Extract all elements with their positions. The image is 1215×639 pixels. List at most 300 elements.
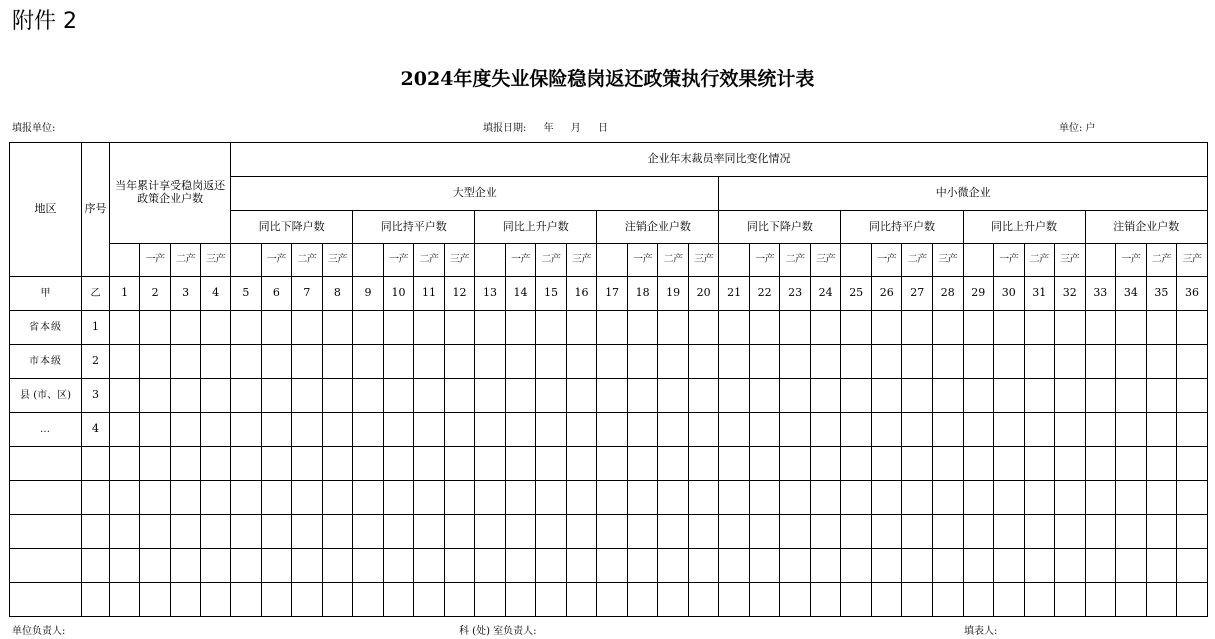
index-col: 35 — [1146, 277, 1177, 311]
data-cell — [963, 379, 994, 413]
data-cell — [1177, 413, 1208, 447]
data-cell — [140, 345, 171, 379]
index-col: 15 — [536, 277, 567, 311]
data-cell — [1024, 379, 1055, 413]
data-cell — [749, 549, 780, 583]
data-cell — [1116, 345, 1147, 379]
data-cell — [566, 549, 597, 583]
header-group: 同比持平户数 — [353, 211, 475, 244]
data-cell — [292, 583, 323, 617]
table-row — [10, 244, 1208, 277]
data-cell — [1055, 345, 1086, 379]
data-cell — [597, 447, 628, 481]
index-col: 34 — [1116, 277, 1147, 311]
data-cell — [1116, 311, 1147, 345]
data-cell — [841, 447, 872, 481]
data-cell — [110, 549, 140, 583]
header-sub: 一产 — [261, 244, 292, 277]
data-cell — [201, 515, 231, 549]
data-cell — [505, 515, 536, 549]
data-cell — [536, 413, 567, 447]
data-cell — [292, 515, 323, 549]
data-cell — [841, 515, 872, 549]
row-region — [10, 481, 82, 515]
row-region — [10, 549, 82, 583]
data-cell — [963, 515, 994, 549]
data-cell — [171, 447, 201, 481]
data-cell — [201, 447, 231, 481]
data-cell — [110, 583, 140, 617]
fill-date-day: 日 — [597, 123, 608, 134]
data-cell — [749, 345, 780, 379]
table-row — [10, 515, 1208, 549]
data-cell — [475, 583, 506, 617]
data-cell — [1177, 549, 1208, 583]
data-cell — [322, 345, 353, 379]
dept-head-label: 科 (处) 室负责人: — [459, 626, 537, 637]
table-row — [10, 143, 1208, 177]
data-cell — [1055, 515, 1086, 549]
header-group: 同比下降户数 — [719, 211, 841, 244]
data-cell — [201, 583, 231, 617]
row-seq — [82, 549, 110, 583]
data-cell — [171, 345, 201, 379]
data-cell — [841, 379, 872, 413]
header-large: 大型企业 — [231, 177, 719, 211]
data-cell — [658, 311, 689, 345]
header-sub: 二产 — [171, 244, 201, 277]
data-cell — [932, 481, 963, 515]
attachment-label: 附件 2 — [12, 9, 77, 34]
data-cell — [201, 379, 231, 413]
data-cell — [597, 413, 628, 447]
header-sub: 二产 — [292, 244, 323, 277]
data-cell — [1024, 413, 1055, 447]
data-cell — [505, 549, 536, 583]
data-cell — [994, 515, 1025, 549]
data-cell — [688, 379, 719, 413]
data-cell — [1085, 447, 1116, 481]
data-cell — [171, 379, 201, 413]
data-cell — [1024, 583, 1055, 617]
data-cell — [322, 413, 353, 447]
data-cell — [1177, 379, 1208, 413]
data-cell — [719, 583, 750, 617]
data-cell — [536, 481, 567, 515]
data-cell — [475, 379, 506, 413]
data-cell — [994, 549, 1025, 583]
data-cell — [231, 345, 262, 379]
row-seq — [82, 583, 110, 617]
data-cell — [810, 549, 841, 583]
header-sub: 二产 — [780, 244, 811, 277]
data-cell — [1024, 447, 1055, 481]
filler-label: 填表人: — [964, 626, 998, 637]
data-cell — [780, 345, 811, 379]
data-cell — [627, 311, 658, 345]
data-cell — [261, 549, 292, 583]
index-col: 27 — [902, 277, 933, 311]
data-cell — [1116, 549, 1147, 583]
data-cell — [597, 481, 628, 515]
data-cell — [383, 311, 414, 345]
data-cell — [140, 379, 171, 413]
data-cell — [1024, 515, 1055, 549]
data-cell — [963, 447, 994, 481]
data-cell — [1177, 311, 1208, 345]
data-cell — [566, 413, 597, 447]
data-cell — [292, 481, 323, 515]
data-cell — [1177, 515, 1208, 549]
data-cell — [963, 481, 994, 515]
data-cell — [1146, 549, 1177, 583]
data-cell — [322, 583, 353, 617]
header-sub: 三产 — [688, 244, 719, 277]
data-cell — [505, 311, 536, 345]
data-cell — [932, 413, 963, 447]
data-cell — [414, 515, 445, 549]
header-sub-total — [475, 244, 506, 277]
index-col: 7 — [292, 277, 323, 311]
header-sub-total — [963, 244, 994, 277]
data-cell — [932, 515, 963, 549]
data-cell — [201, 481, 231, 515]
data-cell — [1055, 583, 1086, 617]
row-region — [10, 583, 82, 617]
data-cell — [231, 379, 262, 413]
data-cell — [536, 345, 567, 379]
data-cell — [475, 311, 506, 345]
header-change: 企业年末裁员率同比变化情况 — [231, 143, 1208, 177]
data-cell — [658, 345, 689, 379]
data-cell — [780, 515, 811, 549]
data-cell — [810, 311, 841, 345]
index-col: 24 — [810, 277, 841, 311]
data-cell — [780, 549, 811, 583]
data-cell — [841, 345, 872, 379]
data-cell — [292, 379, 323, 413]
statistics-table — [9, 142, 1208, 617]
row-seq: 3 — [82, 379, 110, 413]
data-cell — [627, 515, 658, 549]
header-sub: 一产 — [994, 244, 1025, 277]
row-seq: 4 — [82, 413, 110, 447]
data-cell — [1085, 345, 1116, 379]
index-col: 22 — [749, 277, 780, 311]
header-sub: 二产 — [536, 244, 567, 277]
data-cell — [1055, 311, 1086, 345]
row-seq — [82, 515, 110, 549]
data-cell — [475, 549, 506, 583]
data-cell — [902, 413, 933, 447]
data-cell — [627, 413, 658, 447]
data-cell — [810, 583, 841, 617]
table-row — [10, 413, 1208, 447]
row-region: 市本级 — [10, 345, 82, 379]
data-cell — [566, 447, 597, 481]
data-cell — [780, 413, 811, 447]
data-cell — [994, 447, 1025, 481]
data-cell — [1024, 345, 1055, 379]
header-sub: 一产 — [383, 244, 414, 277]
index-col: 9 — [353, 277, 384, 311]
data-cell — [902, 447, 933, 481]
data-cell — [444, 311, 475, 345]
index-col: 5 — [231, 277, 262, 311]
data-cell — [231, 413, 262, 447]
data-cell — [597, 515, 628, 549]
data-cell — [1177, 447, 1208, 481]
data-cell — [688, 447, 719, 481]
data-cell — [841, 413, 872, 447]
data-cell — [1055, 549, 1086, 583]
data-cell — [231, 515, 262, 549]
table-row — [10, 311, 1208, 345]
data-cell — [780, 481, 811, 515]
row-region: 县 (市、区) — [10, 379, 82, 413]
data-cell — [963, 549, 994, 583]
header-group: 同比持平户数 — [841, 211, 963, 244]
data-cell — [536, 583, 567, 617]
data-cell — [902, 481, 933, 515]
data-cell — [444, 549, 475, 583]
data-cell — [963, 311, 994, 345]
header-group: 注销企业户数 — [597, 211, 719, 244]
data-cell — [505, 583, 536, 617]
data-cell — [994, 379, 1025, 413]
row-region — [10, 447, 82, 481]
data-cell — [140, 549, 171, 583]
data-cell — [353, 447, 384, 481]
data-cell — [566, 515, 597, 549]
data-cell — [932, 311, 963, 345]
data-cell — [322, 447, 353, 481]
data-cell — [292, 447, 323, 481]
data-cell — [1146, 311, 1177, 345]
data-cell — [932, 447, 963, 481]
data-cell — [688, 311, 719, 345]
data-cell — [536, 379, 567, 413]
data-cell — [383, 379, 414, 413]
header-sub: 三产 — [322, 244, 353, 277]
data-cell — [749, 515, 780, 549]
index-col: 33 — [1085, 277, 1116, 311]
data-cell — [749, 583, 780, 617]
data-cell — [1177, 345, 1208, 379]
data-cell — [1116, 379, 1147, 413]
data-cell — [444, 583, 475, 617]
data-cell — [1146, 379, 1177, 413]
data-cell — [902, 515, 933, 549]
data-cell — [719, 413, 750, 447]
data-cell — [688, 413, 719, 447]
data-cell — [1085, 311, 1116, 345]
header-group: 同比上升户数 — [475, 211, 597, 244]
data-cell — [749, 311, 780, 345]
data-cell — [201, 549, 231, 583]
data-cell — [1055, 481, 1086, 515]
unit-label: 单位: 户 — [1059, 123, 1096, 134]
row-region — [10, 515, 82, 549]
data-cell — [780, 447, 811, 481]
data-cell — [688, 481, 719, 515]
data-cell — [871, 549, 902, 583]
data-cell — [475, 413, 506, 447]
data-cell — [1146, 583, 1177, 617]
data-cell — [261, 379, 292, 413]
data-cell — [810, 345, 841, 379]
data-cell — [902, 549, 933, 583]
data-cell — [292, 345, 323, 379]
data-cell — [749, 447, 780, 481]
table-row — [10, 379, 1208, 413]
data-cell — [140, 583, 171, 617]
data-cell — [994, 413, 1025, 447]
data-cell — [322, 515, 353, 549]
data-cell — [810, 379, 841, 413]
header-group: 同比上升户数 — [963, 211, 1085, 244]
data-cell — [261, 413, 292, 447]
header-sub: 三产 — [566, 244, 597, 277]
data-cell — [994, 345, 1025, 379]
data-cell — [597, 549, 628, 583]
data-cell — [444, 345, 475, 379]
data-cell — [353, 379, 384, 413]
data-cell — [1116, 515, 1147, 549]
data-cell — [414, 549, 445, 583]
data-cell — [932, 345, 963, 379]
data-cell — [566, 311, 597, 345]
data-cell — [536, 311, 567, 345]
index-col: 10 — [383, 277, 414, 311]
data-cell — [231, 447, 262, 481]
data-cell — [871, 481, 902, 515]
data-cell — [994, 311, 1025, 345]
header-sub: 二产 — [1024, 244, 1055, 277]
data-cell — [536, 549, 567, 583]
unit-head-label: 单位负责人: — [12, 626, 66, 637]
document-title: 2024年度失业保险稳岗返还政策执行效果统计表 — [400, 68, 815, 90]
data-cell — [414, 311, 445, 345]
header-sub: 一产 — [1116, 244, 1147, 277]
header-sub: 一产 — [627, 244, 658, 277]
data-cell — [627, 447, 658, 481]
data-cell — [292, 549, 323, 583]
data-cell — [1055, 413, 1086, 447]
index-col: 25 — [841, 277, 872, 311]
data-cell — [261, 345, 292, 379]
data-cell — [871, 413, 902, 447]
data-cell — [688, 515, 719, 549]
data-cell — [1085, 379, 1116, 413]
data-cell — [841, 549, 872, 583]
data-cell — [414, 481, 445, 515]
data-cell — [414, 583, 445, 617]
data-cell — [1085, 515, 1116, 549]
data-cell — [810, 481, 841, 515]
data-cell — [444, 413, 475, 447]
data-cell — [688, 583, 719, 617]
data-cell — [841, 481, 872, 515]
header-sub: 一产 — [871, 244, 902, 277]
data-cell — [171, 311, 201, 345]
filler-unit-label: 填报单位: — [12, 123, 56, 134]
index-col: 18 — [627, 277, 658, 311]
data-cell — [383, 413, 414, 447]
data-cell — [110, 311, 140, 345]
data-cell — [871, 311, 902, 345]
data-cell — [322, 481, 353, 515]
index-col: 16 — [566, 277, 597, 311]
header-group: 注销企业户数 — [1085, 211, 1207, 244]
header-region: 地区 — [10, 143, 82, 277]
index-col: 2 — [140, 277, 171, 311]
data-cell — [719, 481, 750, 515]
index-col: 29 — [963, 277, 994, 311]
index-col: 28 — [932, 277, 963, 311]
data-cell — [140, 447, 171, 481]
data-cell — [994, 481, 1025, 515]
data-cell — [841, 311, 872, 345]
data-cell — [871, 447, 902, 481]
data-cell — [353, 583, 384, 617]
row-region: … — [10, 413, 82, 447]
header-sub: 二产 — [658, 244, 689, 277]
index-seq: 乙 — [82, 277, 110, 311]
index-col: 21 — [719, 277, 750, 311]
data-cell — [749, 413, 780, 447]
data-cell — [566, 481, 597, 515]
data-cell — [627, 345, 658, 379]
data-cell — [932, 379, 963, 413]
data-cell — [201, 413, 231, 447]
row-region: 省本级 — [10, 311, 82, 345]
data-cell — [110, 379, 140, 413]
row-seq: 2 — [82, 345, 110, 379]
data-cell — [688, 549, 719, 583]
data-cell — [1055, 447, 1086, 481]
data-cell — [231, 311, 262, 345]
header-sub-total — [231, 244, 262, 277]
data-cell — [810, 447, 841, 481]
header-sub: 三产 — [810, 244, 841, 277]
row-seq — [82, 481, 110, 515]
table-row — [10, 345, 1208, 379]
data-cell — [383, 447, 414, 481]
data-cell — [871, 345, 902, 379]
data-cell — [902, 311, 933, 345]
data-cell — [414, 447, 445, 481]
data-cell — [902, 379, 933, 413]
data-cell — [261, 447, 292, 481]
header-sub: 一产 — [505, 244, 536, 277]
data-cell — [140, 413, 171, 447]
data-cell — [444, 447, 475, 481]
data-cell — [140, 481, 171, 515]
data-cell — [292, 311, 323, 345]
data-cell — [414, 345, 445, 379]
data-cell — [353, 549, 384, 583]
data-cell — [1146, 413, 1177, 447]
data-cell — [994, 583, 1025, 617]
data-cell — [932, 549, 963, 583]
index-col: 8 — [322, 277, 353, 311]
data-cell — [444, 379, 475, 413]
data-cell — [1024, 549, 1055, 583]
data-cell — [719, 447, 750, 481]
data-cell — [231, 481, 262, 515]
fill-date — [483, 119, 608, 134]
